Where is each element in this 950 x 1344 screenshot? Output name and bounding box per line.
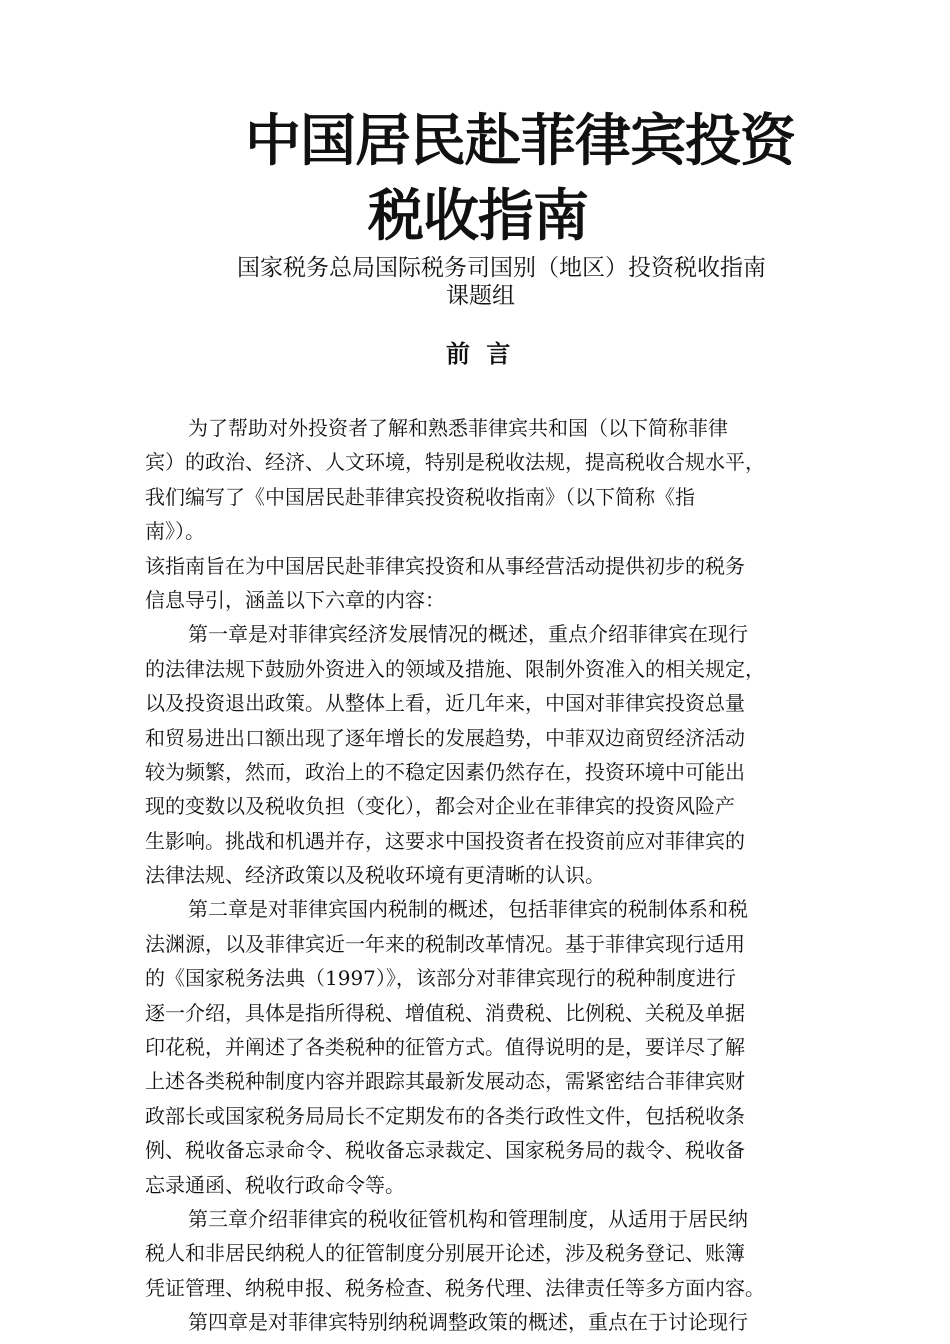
body-line: 印花税，并阐述了各类税种的征管方式。值得说明的是，要详尽了解 [145, 1035, 745, 1060]
body-line: 为了帮助对外投资者了解和熟悉菲律宾共和国（以下简称菲律 [188, 416, 728, 440]
body-line: 税人和非居民纳税人的征管制度分别展开论述，涉及税务登记、账簿 [145, 1241, 745, 1266]
body-line: 生影响。挑战和机遇并存，这要求中国投资者在投资前应对菲律宾的 [145, 828, 745, 853]
body-line: 和贸易进出口额出现了逐年增长的发展趋势，中菲双边商贸经济活动 [145, 725, 745, 750]
body-line: 第一章是对菲律宾经济发展情况的概述，重点介绍菲律宾在现行 [188, 622, 748, 647]
section-heading-preface: 前 言 [446, 340, 515, 368]
body-line: 忘录通函、税收行政命令等。 [145, 1172, 405, 1197]
body-line: 的法律法规下鼓励外资进入的领域及措施、限制外资准入的相关规定， [145, 656, 765, 681]
body-line: 凭证管理、纳税申报、税务检查、税务代理、法律责任等多方面内容。 [145, 1275, 765, 1300]
body-line: 较为频繁，然而，政治上的不稳定因素仍然存在，投资环境中可能出 [145, 759, 745, 784]
document-subtitle-line-2: 课题组 [446, 283, 515, 309]
body-line: 现的变数以及税收负担（变化），都会对企业在菲律宾的投资风险产 [145, 794, 735, 819]
body-line: 例、税收备忘录命令、税收备忘录裁定、国家税务局的裁令、税收备 [145, 1138, 745, 1163]
body-line: 以及投资退出政策。从整体上看，近几年来，中国对菲律宾投资总量 [145, 691, 745, 716]
body-line: 政部长或国家税务局局长不定期发布的各类行政性文件，包括税收条 [145, 1103, 745, 1128]
body-line: 逐一介绍，具体是指所得税、增值税、消费税、比例税、关税及单据 [145, 1000, 745, 1025]
body-line: 上述各类税种制度内容并跟踪其最新发展动态，需紧密结合菲律宾财 [145, 1069, 745, 1094]
document-title-line-1: 中国居民赴菲律宾投资 [245, 109, 795, 174]
body-line: 法律法规、经济政策以及税收环境有更清晰的认识。 [145, 863, 605, 888]
body-line: 我们编写了《中国居民赴菲律宾投资税收指南》（以下简称《指 [145, 484, 695, 509]
body-line: 第三章介绍菲律宾的税收征管机构和管理制度，从适用于居民纳 [188, 1206, 748, 1231]
body-line: 该指南旨在为中国居民赴菲律宾投资和从事经营活动提供初步的税务 [145, 553, 745, 578]
document-title-line-2: 税收指南 [368, 184, 588, 249]
body-line: 第四章是对菲律宾特别纳税调整政策的概述，重点在于讨论现行 [188, 1310, 748, 1335]
document-subtitle-line-1: 国家税务总局国际税务司国别（地区）投资税收指南 [237, 255, 766, 281]
body-line: 法渊源，以及菲律宾近一年来的税制改革情况。基于菲律宾现行适用 [145, 931, 745, 956]
body-line: 的《国家税务法典（1997）》，该部分对菲律宾现行的税种制度进行 [145, 966, 736, 991]
body-text [145, 411, 835, 1340]
body-line: 南》）。 [145, 519, 205, 544]
body-line: 信息导引，涵盖以下六章的内容： [145, 587, 445, 612]
body-line: 第二章是对菲律宾国内税制的概述，包括菲律宾的税制体系和税 [188, 897, 748, 922]
body-line: 宾）的政治、经济、人文环境，特别是税收法规，提高税收合规水平， [145, 450, 765, 475]
